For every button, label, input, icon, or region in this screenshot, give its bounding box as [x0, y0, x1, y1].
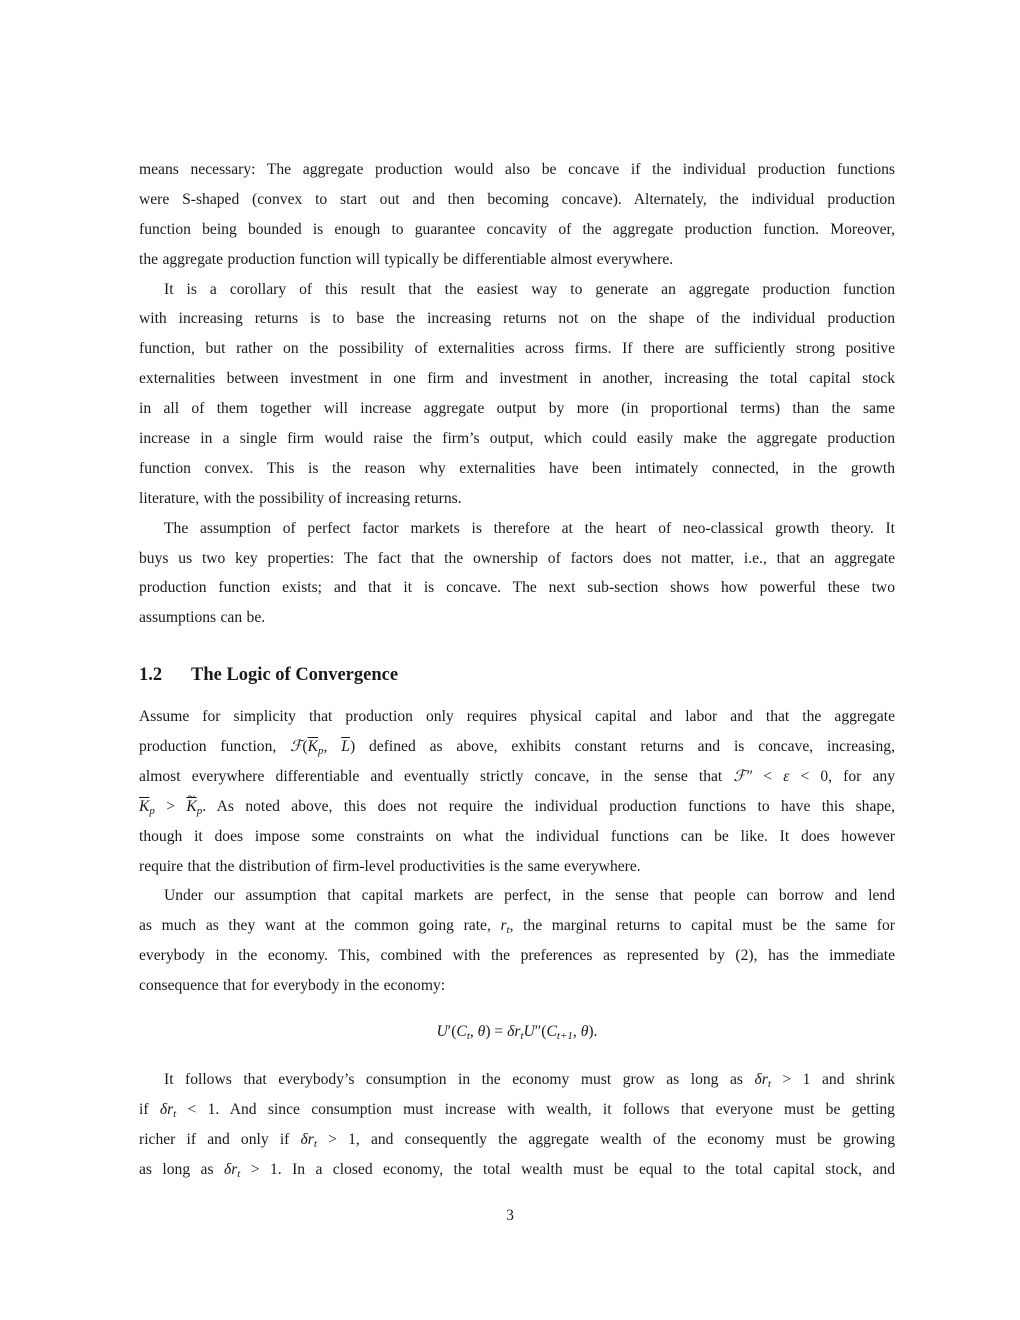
text-run: The assumption of perfect factor markets is therefore at the heart of neo-classical growth theory. It	[164, 519, 895, 537]
text-line	[139, 1065, 895, 1095]
text-run: as long as	[139, 1160, 224, 1178]
math-symbol: δr	[507, 1023, 521, 1041]
text-line	[139, 334, 895, 364]
math-symbol: p	[318, 745, 324, 758]
text-line	[139, 514, 895, 544]
text-run: if	[139, 1100, 160, 1118]
text-run: > 1, and consequently the aggregate wealth of the economy must be growing	[316, 1130, 895, 1148]
math-symbol: t	[173, 1107, 177, 1120]
text-run: Assume for simplicity that production only requires physical capital and labor and that the aggregate	[139, 708, 895, 726]
text-run: means necessary: The aggregate production would also be concave if the individual production functions	[139, 161, 895, 178]
paragraphs-after	[139, 1065, 895, 1185]
math-symbol: t	[506, 924, 510, 937]
text-run: <	[752, 767, 784, 785]
math-symbol: p	[196, 804, 203, 817]
text-run: , the marginal returns to capital must be the same for	[509, 917, 895, 935]
text-line	[139, 304, 895, 334]
section-title: The Logic of Convergence	[191, 665, 399, 686]
text-line	[139, 454, 895, 484]
text-line	[139, 941, 895, 971]
text-line	[139, 762, 895, 792]
text-run: production function,	[139, 738, 291, 756]
math-symbol: θ	[580, 1023, 589, 1041]
text-run: externalities between investment in one firm and investment in another, increasing the total capital stock	[139, 370, 895, 388]
math-symbol: r	[500, 917, 507, 935]
text-line	[139, 971, 895, 1001]
text-run: require that the distribution of firm-level productivities is the same everywhere.	[139, 857, 641, 875]
text-line	[139, 603, 895, 633]
math-symbol: C	[546, 1023, 557, 1041]
paragraphs-before	[139, 155, 895, 633]
text-run: ,	[572, 1023, 581, 1041]
text-run: ) defined as above, exhibits constant returns and is concave, increasing,	[349, 738, 895, 756]
text-line	[139, 702, 895, 732]
paragraph	[139, 155, 895, 275]
page-number: 3	[506, 1207, 514, 1224]
text-line	[139, 1155, 895, 1185]
text-line	[139, 732, 895, 762]
paragraph	[139, 275, 895, 514]
text-line	[139, 185, 895, 215]
text-run: function convex. This is the reason why externalities have been intimately connected, in the growth	[139, 459, 895, 477]
text-run: almost everywhere differentiable and eventually strictly concave, in the sense that	[139, 767, 734, 785]
text-run: with increasing returns is to base the increasing returns not on the shape of the individual production	[139, 310, 895, 328]
math-symbol: ~ $\overline{K}$	[186, 798, 196, 815]
paragraph	[139, 514, 895, 634]
text-run: literature, with the possibility of increasing returns.	[139, 489, 462, 507]
math-symbol: p	[149, 804, 155, 817]
text-line	[139, 155, 895, 185]
math-symbol: $\overline{K}$	[139, 797, 150, 815]
text-run: function being bounded is enough to guarantee concavity of the aggregate production function. Moreover,	[139, 220, 895, 238]
section-heading	[139, 661, 895, 691]
text-run: ,	[469, 1023, 478, 1041]
math-symbol: U	[436, 1023, 448, 1041]
math-symbol: δr	[754, 1071, 768, 1089]
text-line	[139, 573, 895, 603]
text-line	[139, 881, 895, 911]
math-symbol: ℱ″	[733, 767, 753, 785]
text-run: consequence that for everybody in the economy:	[139, 977, 446, 995]
section-number: 1.2	[139, 665, 163, 686]
text-run: ) =	[485, 1023, 508, 1041]
text-run: in all of them together will increase aggregate output by more (in proportional terms) than the same	[139, 400, 895, 418]
text-run: the aggregate production function will typically be differentiable almost everywhere.	[139, 250, 674, 268]
text-line	[139, 911, 895, 941]
text-line	[139, 822, 895, 852]
text-run: ,	[323, 738, 342, 756]
text-run: < 1. And since consumption must increase with wealth, it follows that everyone must be getting	[176, 1100, 895, 1118]
page-body	[139, 155, 895, 1185]
text-line	[139, 275, 895, 305]
math-symbol: t	[237, 1167, 241, 1180]
text-line	[139, 484, 895, 514]
math-symbol: δr	[223, 1160, 238, 1178]
text-run: ).	[588, 1023, 598, 1041]
text-run: < 0, for any	[789, 767, 895, 785]
display-equation	[139, 1017, 895, 1047]
text-run: > 1 and shrink	[770, 1071, 895, 1089]
text-run: though it does impose some constraints on what the individual functions can be like. It does however	[139, 827, 895, 845]
math-symbol: t	[520, 1030, 524, 1043]
text-line	[139, 364, 895, 394]
text-run: as much as they want at the common going rate,	[139, 917, 501, 935]
text-run: It is a corollary of this result that the easiest way to generate an aggregate production function	[164, 280, 895, 298]
math-symbol: U	[523, 1023, 535, 1041]
text-run: Under our assumption that capital markets are perfect, in the sense that people can borrow and lend	[164, 887, 895, 905]
math-symbol: ℱ	[290, 738, 303, 756]
math-symbol: C	[456, 1023, 467, 1041]
text-run: > 1. In a closed economy, the total wealth must be equal to the total capital stock, and	[240, 1160, 895, 1178]
text-run: (	[302, 738, 308, 756]
text-line	[139, 792, 895, 822]
math-symbol: t	[313, 1137, 317, 1150]
math-symbol: t	[767, 1078, 771, 1091]
math-symbol: $\overline{K}$	[307, 738, 318, 756]
math-symbol: $\overline{L}$	[341, 738, 350, 756]
math-symbol: t+1	[556, 1030, 573, 1043]
text-line	[139, 215, 895, 245]
text-run: ″(	[534, 1023, 547, 1041]
paragraph	[139, 1065, 895, 1185]
math-symbol: δr	[159, 1100, 174, 1118]
text-run: buys us two key properties: The fact that the ownership of factors does not matter, i.e., that an aggregate	[139, 549, 895, 567]
text-run: ′(	[447, 1023, 457, 1041]
text-line	[139, 424, 895, 454]
math-symbol: ε	[783, 767, 790, 785]
text-line	[139, 245, 895, 275]
text-run: . As noted above, this does not require the individual production functions to have this shape,	[202, 797, 895, 815]
paragraph	[139, 881, 895, 1001]
math-symbol: δr	[300, 1130, 314, 1148]
math-symbol: t	[466, 1030, 470, 1043]
text-run: increase in a single firm would raise the firm’s output, which could easily make the aggregate production	[139, 430, 895, 448]
paragraph	[139, 702, 895, 881]
text-line	[139, 394, 895, 424]
text-run: function, but rather on the possibility of externalities across firms. If there are sufficiently strong positive	[139, 340, 895, 358]
text-run: assumptions can be.	[139, 609, 266, 627]
text-run: production function exists; and that it is concave. The next sub-section shows how powerful these two	[139, 579, 895, 597]
text-line	[139, 1095, 895, 1125]
text-run: richer if and only if	[139, 1130, 301, 1148]
text-line	[139, 544, 895, 574]
text-line	[139, 1125, 895, 1155]
paragraphs-mid	[139, 702, 895, 1001]
text-run: were S-shaped (convex to start out and then becoming concave). Alternately, the individual production	[139, 190, 895, 208]
math-symbol: θ	[477, 1023, 486, 1041]
text-run: It follows that everybody’s consumption in the economy must grow as long as	[164, 1071, 755, 1089]
text-line	[139, 852, 895, 882]
text-run: everybody in the economy. This, combined with the preferences as represented by (2), has the immediate	[139, 947, 895, 965]
text-run: >	[154, 797, 187, 815]
